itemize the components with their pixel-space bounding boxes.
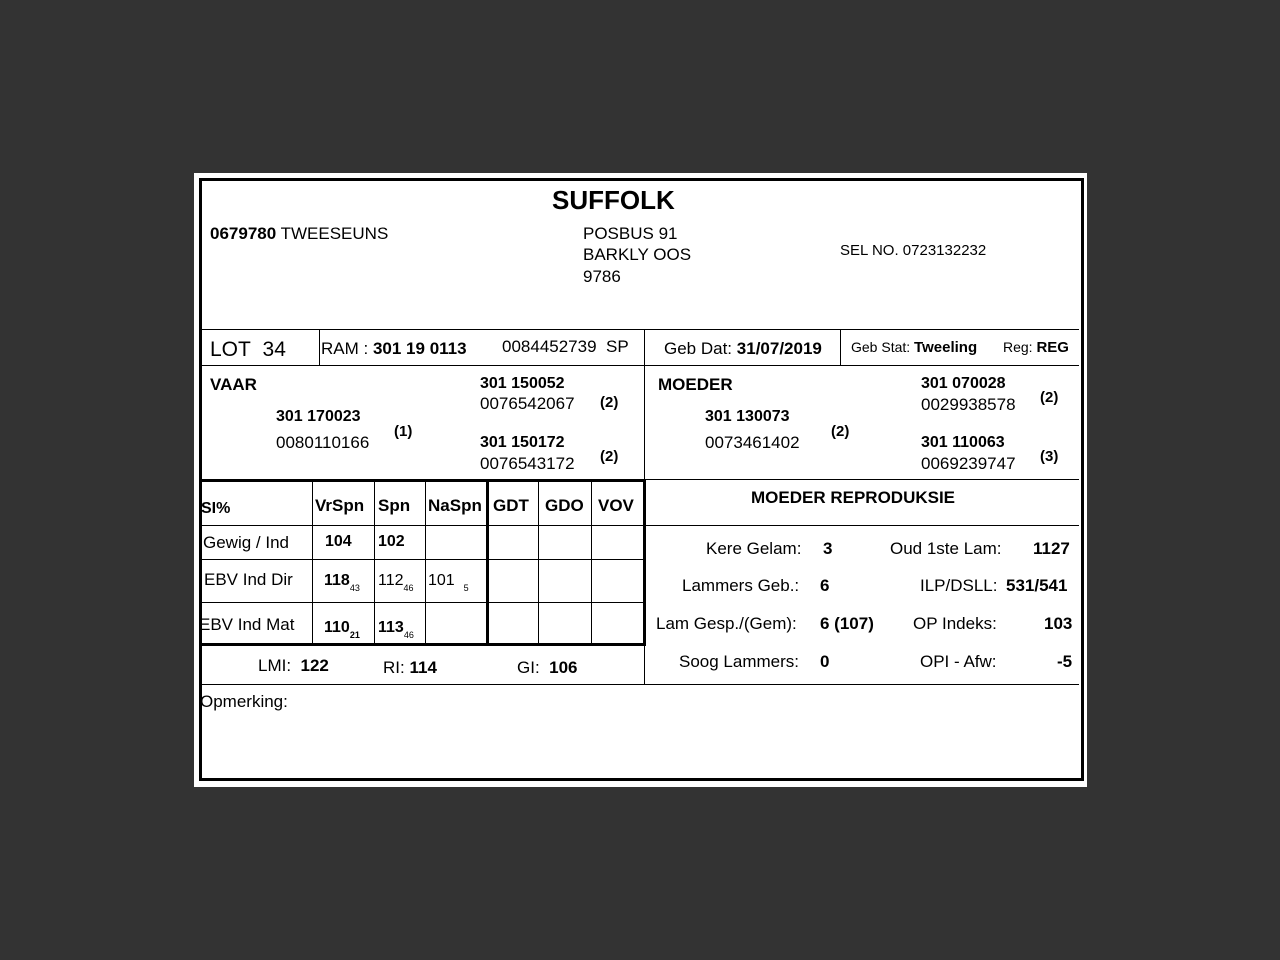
divider-lot-ram [319, 329, 320, 365]
repro-gesp-label: Lam Gesp./(Gem): [656, 614, 797, 633]
repro-oud-label: Oud 1ste Lam: [890, 539, 1002, 558]
dam-sire-code: 0029938578 [921, 395, 1016, 414]
dam-code: 0073461402 [705, 433, 800, 452]
sire-sire-id: 301 150052 [480, 375, 565, 392]
row3-spn-sub: 46 [403, 630, 414, 640]
repro-kere-label: Kere Gelam: [706, 539, 802, 558]
sire-sire-code: 0076542067 [480, 394, 575, 413]
repro-lammers-label: Lammers Geb.: [682, 576, 800, 595]
lot-text: LOT [210, 338, 251, 361]
lot-label [210, 339, 286, 360]
owner-name: TWEESEUNS [280, 224, 389, 243]
table-col-line-3 [425, 479, 426, 646]
sire-label: VAAR [210, 375, 257, 394]
remarks-label: Opmerking: [200, 692, 288, 711]
breed-title: SUFFOLK [552, 185, 675, 215]
dam-dam-code: 0069239747 [921, 454, 1016, 473]
table-border-bottom [200, 643, 646, 646]
repro-soog-label: Soog Lammers: [679, 652, 799, 671]
row2-naspn [428, 573, 469, 593]
row-label-ebv-mat: EBV Ind Mat [199, 615, 295, 634]
table-header-gdt: GDT [493, 496, 529, 515]
dob-value: 31/07/2019 [736, 339, 822, 358]
sale-card [194, 173, 1087, 787]
repro-op-label: OP Indeks: [913, 614, 997, 633]
table-col-line-5 [591, 479, 592, 646]
dam-count: (2) [831, 423, 850, 440]
gi-label: GI: [517, 658, 540, 677]
sire-id: 301 170023 [276, 408, 361, 425]
lot-number: 34 [262, 338, 286, 361]
table-border-right [643, 479, 646, 646]
row2-spn [378, 573, 414, 593]
table-border-top [200, 479, 646, 482]
table-row-line-2 [200, 559, 646, 560]
sire-dam-id: 301 150172 [480, 434, 565, 451]
repro-soog-value: 0 [820, 652, 830, 671]
reg-line [1003, 340, 1069, 355]
cell-number: SEL NO. 0723132232 [840, 242, 987, 259]
row2-vrspn-sub: 43 [349, 583, 360, 593]
divider-remarks [200, 684, 1079, 685]
repro-ilp-value: 531/541 [1006, 576, 1068, 595]
address-line-3: 9786 [583, 267, 621, 286]
sire-code: 0080110166 [276, 433, 370, 452]
row2-naspn-sub: 5 [463, 583, 469, 593]
divider-lot-bottom [200, 365, 1079, 366]
owner-number: 0679780 [210, 224, 277, 243]
dam-label: MOEDER [658, 375, 733, 394]
row2-vrspn [324, 573, 360, 593]
reg-label: Reg: [1003, 339, 1033, 355]
repro-oud-value: 1127 [1033, 539, 1070, 558]
owner-line [210, 225, 388, 242]
birth-status-label: Geb Stat: [851, 339, 911, 355]
sire-count: (1) [394, 423, 413, 440]
row1-vrspn-value: 104 [325, 533, 352, 550]
table-row-line-1 [200, 525, 646, 526]
gi-value: 106 [549, 658, 578, 677]
repro-gesp-value: 6 (107) [820, 614, 874, 633]
table-header-vov: VOV [598, 496, 634, 515]
table-header-naspn: NaSpn [428, 496, 482, 515]
sire-dam-code: 0076543172 [480, 454, 575, 473]
ram-id: 301 19 0113 [372, 339, 467, 358]
dam-dam-id: 301 110063 [921, 434, 1005, 451]
ri-line [383, 659, 437, 676]
row-label-ebv-dir: EBV Ind Dir [204, 570, 293, 589]
ram-line [321, 340, 467, 357]
lmi-value: 122 [300, 656, 329, 675]
birth-status-line [851, 340, 977, 355]
repro-opi-value: -5 [1057, 652, 1073, 671]
sire-dam-count: (2) [600, 448, 619, 465]
row3-spn-value: 113 [378, 619, 404, 636]
table-header-spn: Spn [378, 496, 411, 515]
divider-dob-stat [840, 329, 841, 365]
dob-line [664, 340, 822, 357]
lmi-line [258, 657, 329, 674]
repro-kere-value: 3 [823, 539, 833, 558]
row3-vrspn-value: 110 [324, 619, 350, 636]
row2-spn-value: 112 [378, 572, 404, 589]
ri-value: 114 [409, 658, 437, 677]
table-row-line-3 [200, 602, 646, 603]
table-col-line-1 [312, 479, 313, 646]
reg-value: REG [1036, 339, 1069, 356]
divider-repro-title [644, 525, 1079, 526]
row3-vrspn-sub: 21 [349, 630, 360, 640]
address-line-1: POSBUS 91 [583, 224, 678, 243]
ram-label: RAM : [321, 339, 369, 358]
repro-opi-label: OPI - Afw: [920, 652, 997, 671]
address-line-2: BARKLY OOS [583, 245, 692, 264]
repro-ilp-label: ILP/DSLL: [920, 576, 998, 595]
table-header-gdo: GDO [545, 496, 584, 515]
gi-line [517, 659, 578, 676]
ram-sp: SP [606, 337, 629, 356]
row3-vrspn [324, 620, 360, 640]
row-label-gewig: Gewig / Ind [203, 533, 289, 552]
row1-spn-value: 102 [378, 533, 405, 550]
table-col-line-4 [538, 479, 539, 646]
row1-vrspn [325, 534, 352, 554]
row2-vrspn-value: 118 [324, 572, 350, 589]
dob-label: Geb Dat: [664, 339, 733, 358]
row2-spn-sub: 46 [403, 583, 414, 593]
repro-lammers-value: 6 [820, 576, 830, 595]
repro-op-value: 103 [1044, 614, 1073, 633]
ram-code: 0084452739 [502, 337, 597, 356]
row1-spn [378, 534, 405, 554]
table-header-vrspn: VrSpn [315, 496, 365, 515]
lmi-label: LMI: [258, 656, 292, 675]
row3-spn [378, 620, 414, 640]
dam-sire-count: (2) [1040, 389, 1059, 406]
dam-dam-count: (3) [1040, 448, 1059, 465]
repro-title: MOEDER REPRODUKSIE [751, 488, 956, 507]
birth-status-value: Tweeling [914, 339, 978, 356]
dam-sire-id: 301 070028 [921, 375, 1006, 392]
table-header-si: SI% [201, 500, 231, 517]
ram-code-line [502, 338, 629, 355]
table-divider-thick [486, 479, 489, 646]
table-col-line-2 [374, 479, 375, 646]
dam-id: 301 130073 [705, 408, 790, 425]
ri-label: RI: [383, 658, 405, 677]
sire-sire-count: (2) [600, 394, 619, 411]
row2-naspn-value: 101 [428, 572, 455, 589]
divider-lot-top [200, 329, 1079, 330]
